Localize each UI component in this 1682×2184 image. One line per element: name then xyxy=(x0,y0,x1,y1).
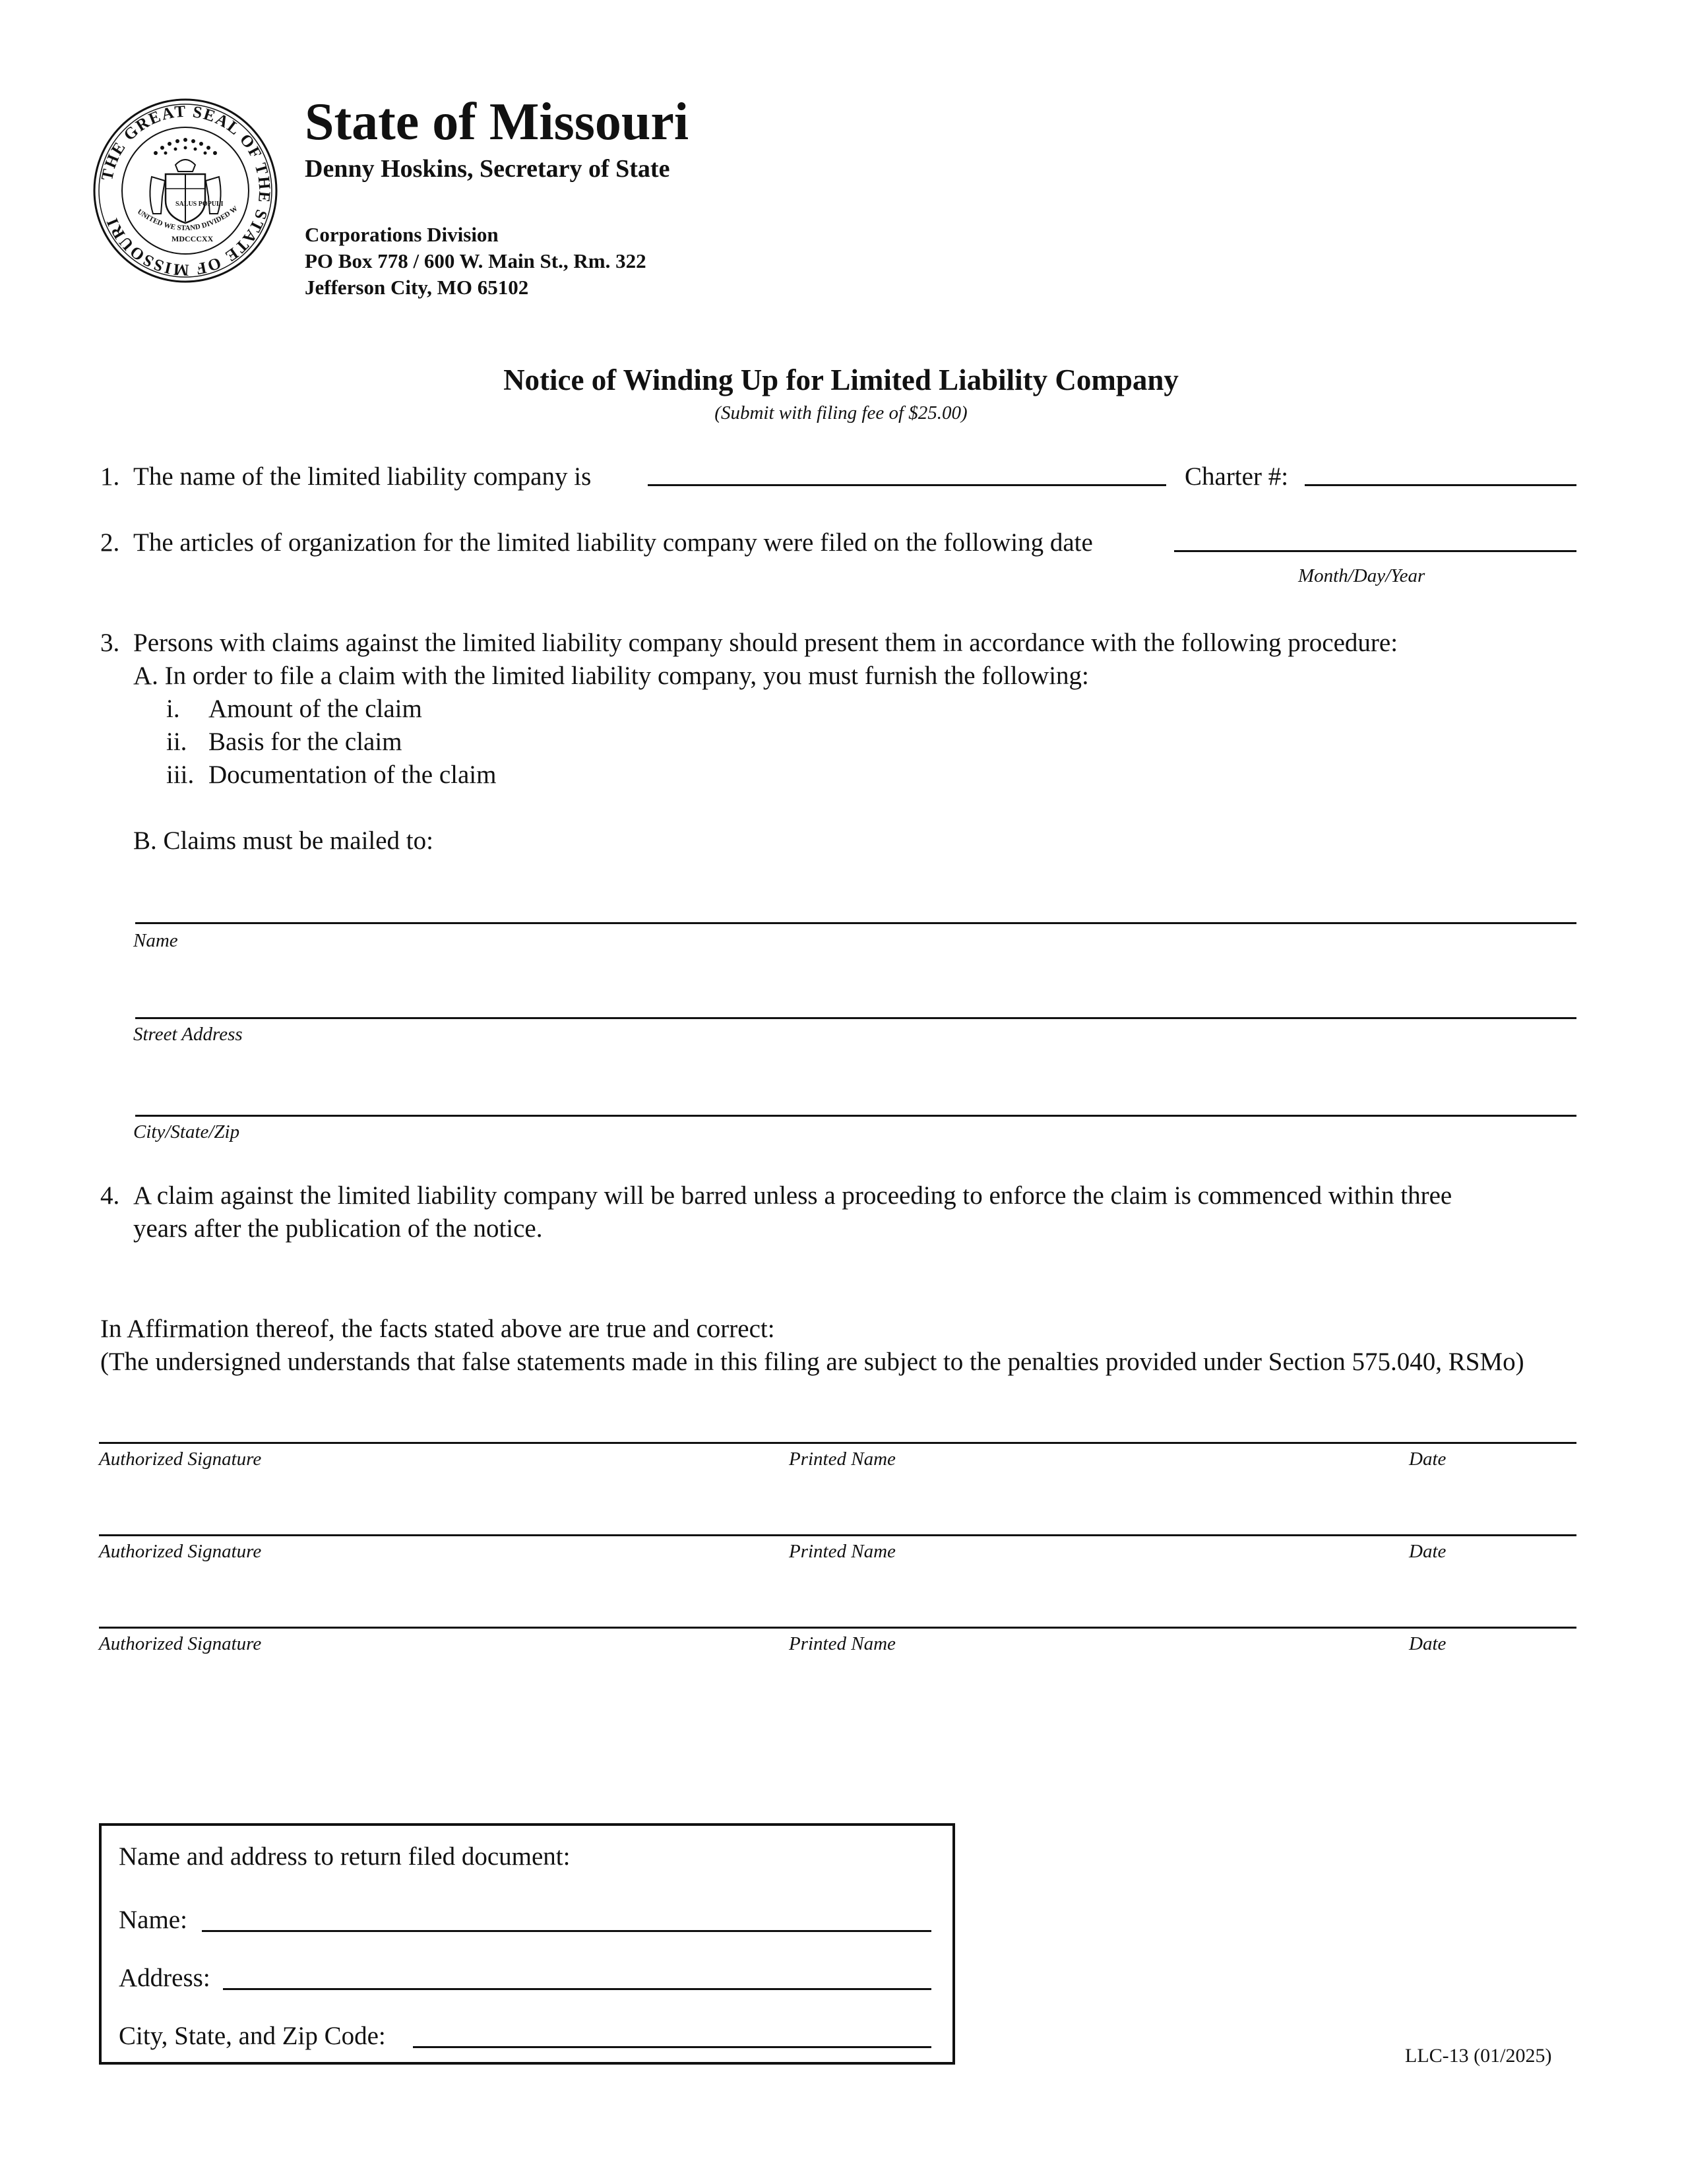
mail-name-label: Name xyxy=(133,930,178,951)
return-box-title: Name and address to return filed document: xyxy=(119,1842,571,1871)
mail-street-label: Street Address xyxy=(133,1024,243,1045)
charter-number-input[interactable] xyxy=(1306,458,1574,484)
return-address-box xyxy=(99,1823,955,2065)
secretary-of-state: Denny Hoskins, Secretary of State xyxy=(305,155,670,183)
seal-inner-label: SALUS POPULI xyxy=(175,201,224,208)
seal-motto: UNITED WE STAND DIVIDED W xyxy=(135,204,239,233)
seal-emblem-icon xyxy=(92,98,278,284)
printed-name-label: Printed Name xyxy=(789,1449,896,1470)
return-address-line xyxy=(223,1988,931,1990)
item4-number: 4. xyxy=(100,1181,120,1210)
state-title: State of Missouri xyxy=(305,93,689,151)
claim-requirement-text: Amount of the claim xyxy=(208,695,422,723)
affirmation-statement: In Affirmation thereof, the facts stated above are true and correct: xyxy=(100,1315,775,1343)
return-address-input[interactable] xyxy=(224,1962,929,1988)
item4-text-line2: years after the publication of the notice. xyxy=(133,1214,543,1243)
form-title: Notice of Winding Up for Limited Liability Company xyxy=(503,363,1179,396)
claim-requirement-number: iii. xyxy=(166,761,195,789)
item1-text: The name of the limited liability company is xyxy=(133,462,592,491)
item3-text: Persons with claims against the limited liability company should present them in accordance with the following procedure: xyxy=(133,629,1398,657)
signature-row-input[interactable] xyxy=(100,1507,1575,1534)
printed-name-label: Printed Name xyxy=(789,1633,896,1654)
mail-name-line xyxy=(135,922,1576,924)
mail-street-line xyxy=(135,1017,1576,1019)
return-name-line xyxy=(202,1930,931,1932)
filing-date-input[interactable] xyxy=(1175,524,1574,550)
mail-street-input[interactable] xyxy=(137,989,1574,1017)
filing-date-hint: Month/Day/Year xyxy=(1298,565,1425,586)
signature-row-line xyxy=(99,1442,1576,1444)
company-name-input[interactable] xyxy=(649,458,1164,484)
company-name-line xyxy=(648,484,1166,486)
division-name: Corporations Division xyxy=(305,223,499,246)
item4-text-line1: A claim against the limited liability company will be barred unless a proceeding to enforce the claim is commenced within three xyxy=(133,1181,1452,1210)
date-label: Date xyxy=(1409,1633,1447,1654)
filing-date-line xyxy=(1174,550,1576,552)
mail-name-input[interactable] xyxy=(137,894,1574,922)
claim-requirement-text: Documentation of the claim xyxy=(208,761,497,789)
form-subtitle: (Submit with filing fee of $25.00) xyxy=(714,402,968,423)
item3-part-b: B. Claims must be mailed to: xyxy=(133,827,433,855)
signature-row-input[interactable] xyxy=(100,1414,1575,1442)
return-city-label: City, State, and Zip Code: xyxy=(119,2022,386,2050)
authorized-signature-label: Authorized Signature xyxy=(99,1633,262,1654)
seal-ring-text: THE GREAT SEAL OF THE STATE OF MISSOURI xyxy=(98,102,274,279)
division-address-line2: Jefferson City, MO 65102 xyxy=(305,276,529,299)
date-label: Date xyxy=(1409,1449,1447,1470)
charter-number-line xyxy=(1305,484,1576,486)
return-name-label: Name: xyxy=(119,1906,187,1934)
return-city-input[interactable] xyxy=(414,2020,929,2046)
signature-row-line xyxy=(99,1627,1576,1629)
date-label: Date xyxy=(1409,1541,1447,1562)
charter-number-label: Charter #: xyxy=(1185,462,1289,491)
return-address-label: Address: xyxy=(119,1964,210,1992)
return-city-line xyxy=(413,2046,931,2048)
form-code: LLC-13 (01/2025) xyxy=(1405,2045,1552,2067)
claim-requirement-number: ii. xyxy=(166,728,187,756)
return-name-input[interactable] xyxy=(203,1904,929,1930)
printed-name-label: Printed Name xyxy=(789,1541,896,1562)
affirmation-penalty-note: (The undersigned understands that false statements made in this filing are subject to the penalties provided under Section 575.040, RSMo) xyxy=(100,1348,1524,1376)
item3-number: 3. xyxy=(100,629,120,657)
authorized-signature-label: Authorized Signature xyxy=(99,1541,262,1562)
mail-city-input[interactable] xyxy=(137,1087,1574,1115)
signature-row-line xyxy=(99,1534,1576,1536)
mail-city-line xyxy=(135,1115,1576,1117)
item1-number: 1. xyxy=(100,462,120,491)
claim-requirement-number: i. xyxy=(166,695,180,723)
item2-number: 2. xyxy=(100,528,120,557)
signature-row-input[interactable] xyxy=(100,1599,1575,1627)
seal-year: MDCCCXX xyxy=(171,234,214,243)
item3-part-a: A. In order to file a claim with the limited liability company, you must furnish the following: xyxy=(133,662,1089,690)
authorized-signature-label: Authorized Signature xyxy=(99,1449,262,1470)
claim-requirement-text: Basis for the claim xyxy=(208,728,402,756)
item2-text: The articles of organization for the limited liability company were filed on the following date xyxy=(133,528,1093,557)
state-seal xyxy=(92,98,278,284)
division-address-line1: PO Box 778 / 600 W. Main St., Rm. 322 xyxy=(305,249,646,272)
mail-city-label: City/State/Zip xyxy=(133,1121,240,1142)
